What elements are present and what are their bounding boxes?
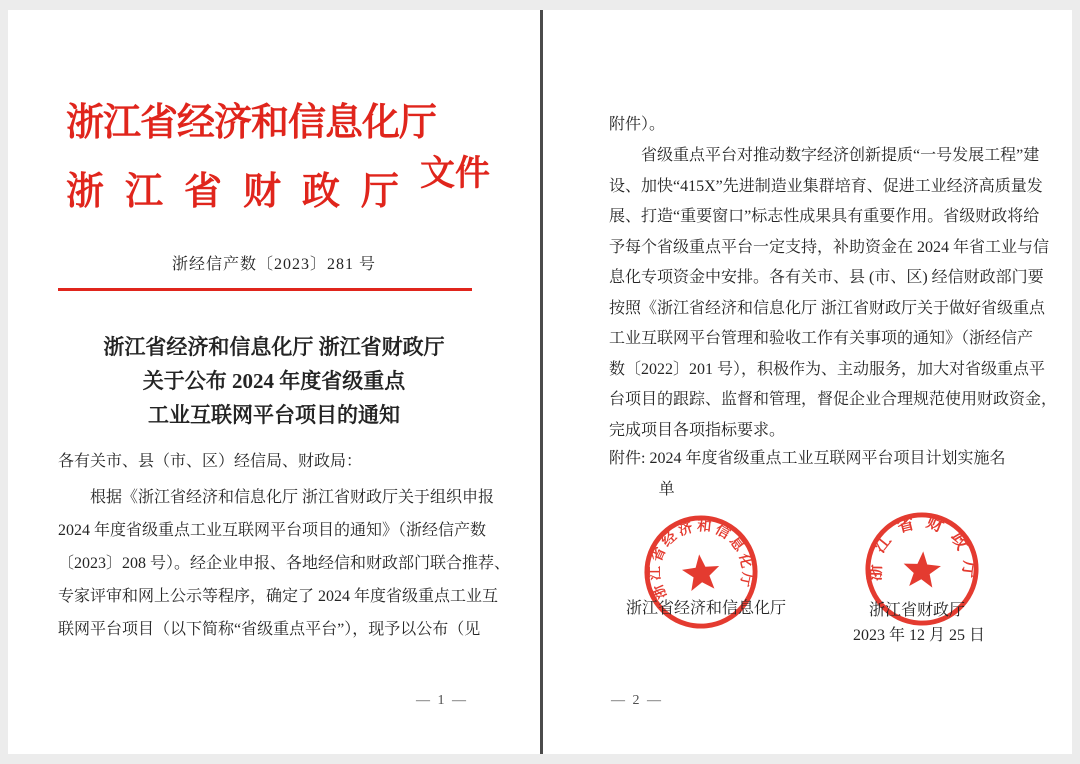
body-line: 省级重点平台对推动数字经济创新提质“一号发展工程”建 xyxy=(641,147,1040,164)
body-line: 联网平台项目（以下简称“省级重点平台”），现予以公布（见 xyxy=(58,621,481,638)
body-line: 工业互联网平台管理和验收工作有关事项的通知》（浙经信产 xyxy=(609,330,1034,347)
body-line: 〔2023〕208 号）。经企业申报、各地经信和财政部门联合推荐、 xyxy=(58,555,511,572)
body-line: 数〔2022〕201 号），积极作为、主动服务，加大对省级重点平 xyxy=(609,360,1046,378)
body-line: 专家评审和网上公示等程序，确定了 2024 年度省级重点工业互 xyxy=(58,588,499,605)
page-2 xyxy=(543,10,1072,754)
red-separator-rule xyxy=(58,288,472,291)
seal-star-icon xyxy=(681,552,722,591)
document-number: 浙经信产数〔2023〕281 号 xyxy=(171,256,376,273)
document-title-line: 浙江省经济和信息化厅 浙江省财政厅 xyxy=(103,335,445,359)
signer-economy-info-dept: 浙江省经济和信息化厅 xyxy=(626,600,787,617)
seal-ring-text: 浙江省财政厅 xyxy=(865,511,980,589)
page-number: — 1 — xyxy=(416,693,468,708)
salutation: 各有关市、县（市、区）经信局、财政局： xyxy=(58,453,363,470)
document-title-line: 关于公布 2024 年度省级重点 xyxy=(142,369,406,393)
body-continuation: 附件）。 xyxy=(609,116,666,133)
body-paragraph xyxy=(609,141,1058,446)
page-1 xyxy=(8,10,540,754)
body-line: 按照《浙江省经济和信息化厅 浙江省财政厅关于做好省级重点 xyxy=(609,299,1046,317)
signer-finance-dept: 浙江省财政厅 xyxy=(869,602,966,619)
body-line: 根据《浙江省经济和信息化厅 浙江省财政厅关于组织申报 xyxy=(90,489,495,506)
document-title-line: 工业互联网平台项目的通知 xyxy=(148,403,400,427)
seal-star-icon xyxy=(902,550,942,588)
letterhead xyxy=(66,98,490,217)
body-line: 息化专项资金中安排。各有关市、县 (市、区) 经信财政部门要 xyxy=(609,269,1044,286)
attachment-line: 附件: 2024 年度省级重点工业互联网平台项目计划实施名 xyxy=(609,450,1006,467)
page-number: — 2 — xyxy=(611,693,663,708)
letterhead-document-word: 文件 xyxy=(419,154,490,193)
body-line: 台项目的跟踪、监督和管理，督促企业合理规范使用财政资金， xyxy=(609,391,1058,408)
attachment-note xyxy=(609,443,1009,505)
body-line: 2024 年度省级重点工业互联网平台项目的通知》（浙经信产数 xyxy=(58,522,487,539)
attachment-line: 单 xyxy=(658,481,675,498)
signature-date: 2023 年 12 月 25 日 xyxy=(853,627,986,644)
body-line: 予每个省级重点平台一定支持，补助资金在 2024 年省工业与信 xyxy=(609,238,1050,256)
body-paragraph xyxy=(58,481,511,646)
letterhead-agency-1: 浙江省经济和信息化厅 xyxy=(66,102,437,144)
body-line: 设、加快“415X”先进制造业集群培育、促进工业经济高质量发 xyxy=(609,177,1043,195)
letterhead-agency-2: 浙江省财政厅 xyxy=(66,171,421,213)
body-line: 展、打造“重要窗口”标志性成果具有重要作用。省级财政将给 xyxy=(609,208,1040,225)
body-line: 完成项目各项指标要求。 xyxy=(609,421,786,439)
document-title xyxy=(8,330,540,432)
seal-ring-text: 浙江省经济和信息化厅 xyxy=(647,518,755,602)
